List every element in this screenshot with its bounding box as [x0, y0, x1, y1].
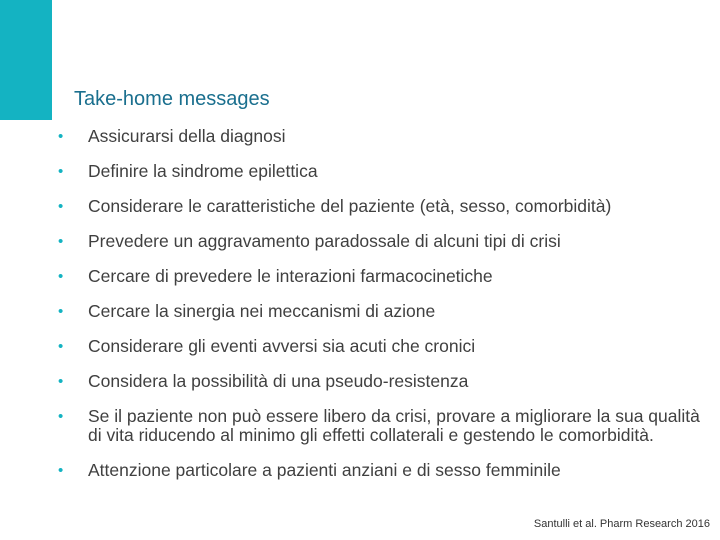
bullet-icon: •: [58, 303, 64, 320]
bullet-item: [58, 267, 708, 286]
bullet-item: [58, 302, 708, 321]
bullet-icon: •: [58, 462, 64, 479]
bullet-text: Considerare gli eventi avversi sia acuti che cronici: [88, 336, 476, 356]
bullet-item: [58, 407, 708, 445]
bullet-text: Cercare di prevedere le interazioni farmacocinetiche: [88, 266, 493, 286]
citation: Santulli et al. Pharm Research 2016: [533, 518, 710, 530]
bullet-text: Assicurarsi della diagnosi: [88, 126, 286, 146]
bullet-icon: •: [58, 233, 64, 250]
bullet-item: [58, 127, 708, 146]
bullet-text: Se il paziente non può essere libero da crisi, provare a migliorare la sua qualità di vita riducendo al minimo gli effetti collaterali e gestendo le comorbidità.: [88, 406, 700, 445]
accent-bar: [0, 0, 52, 120]
bullet-icon: •: [58, 198, 64, 215]
bullet-text: Considerare le caratteristiche del paziente (età, sesso, comorbidità): [88, 196, 612, 216]
bullet-icon: •: [58, 338, 64, 355]
bullet-item: [58, 232, 708, 251]
bullet-item: [58, 337, 708, 356]
bullet-text: Prevedere un aggravamento paradossale di alcuni tipi di crisi: [88, 231, 561, 251]
bullet-item: [58, 372, 708, 391]
bullet-icon: •: [58, 268, 64, 285]
bullet-item: [58, 197, 708, 216]
bullet-text: Attenzione particolare a pazienti anziani e di sesso femminile: [88, 460, 561, 480]
bullet-text: Considera la possibilità di una pseudo-resistenza: [88, 371, 469, 391]
bullet-icon: •: [58, 408, 64, 425]
bullet-icon: •: [58, 163, 64, 180]
bullet-text: Cercare la sinergia nei meccanismi di azione: [88, 301, 436, 321]
bullet-list: [58, 122, 708, 480]
bullet-icon: •: [58, 128, 64, 145]
bullet-item: [58, 162, 708, 181]
slide-title: Take-home messages: [74, 88, 270, 110]
bullet-text: Definire la sindrome epilettica: [88, 161, 318, 181]
bullet-item: [58, 461, 708, 480]
bullet-icon: •: [58, 373, 64, 390]
